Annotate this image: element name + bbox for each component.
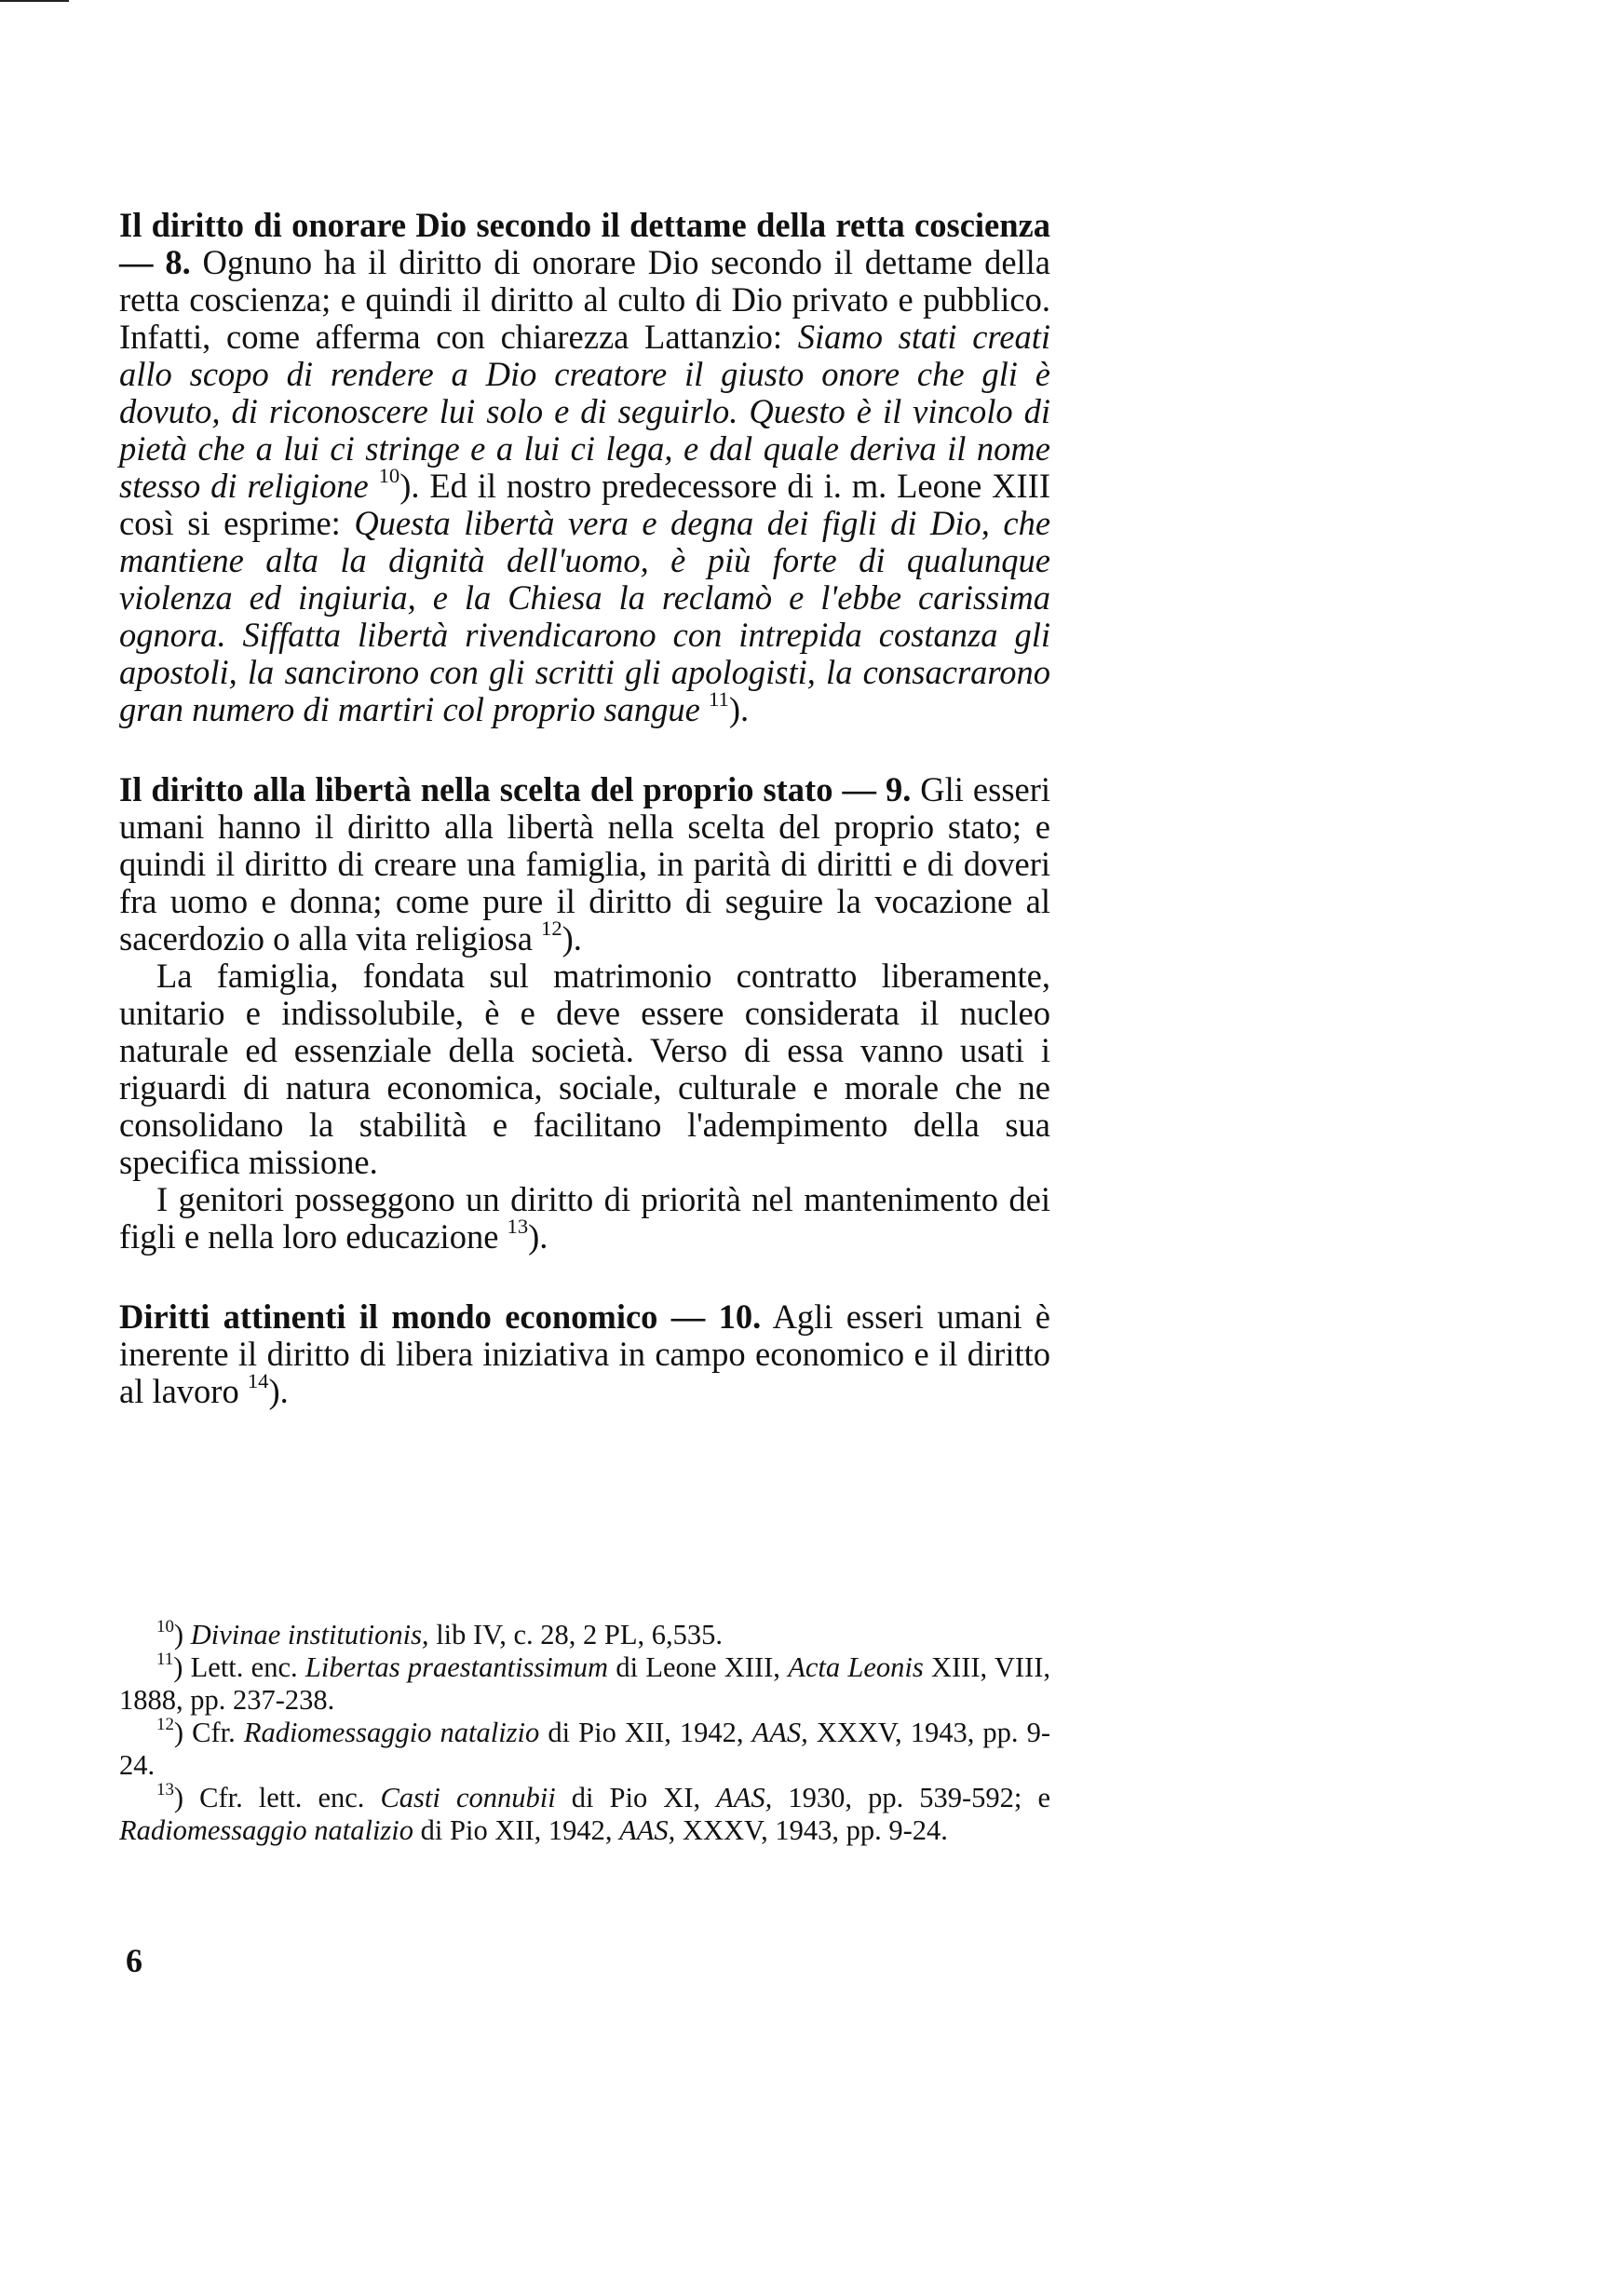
- footnote-title: Radiomessaggio natalizio: [243, 1717, 540, 1748]
- footnote-ref: 12: [541, 917, 562, 941]
- footnote-13: [119, 1779, 1050, 1847]
- footnote-11: [119, 1651, 1050, 1717]
- footnote-text: ) Cfr.: [173, 1717, 244, 1748]
- footnote-ref: 11: [709, 687, 729, 712]
- footnote-text: ): [173, 1619, 191, 1650]
- section-number: 10.: [718, 1297, 762, 1336]
- section-number: 8.: [165, 243, 191, 281]
- quote-leo-xiii: Questa libertà vera e degna dei figli di Dio, che mantiene alta la dignità dell'uomo, è più forte di qualunque violenza ed ingiuria, e la Chiesa la reclamò e l'ebbe carissima ognora. Siffatta libertà rivendicarono con intrepida costanza gli apostoli, la sancirono con gli scritti gli apologisti, la consacrarono gran numero di martiri col proprio sangue: [119, 504, 1051, 728]
- footnote-title: AAS,: [716, 1782, 773, 1813]
- footnote-title: AAS,: [619, 1814, 676, 1846]
- footnote-text: di Pio XII, 1942,: [413, 1814, 620, 1846]
- footnote-text: 1930, pp. 539-592; e: [772, 1782, 1050, 1813]
- paragraph-parents: [119, 1181, 1050, 1256]
- paragraph-text: ).: [728, 690, 750, 728]
- heading-dash: —: [670, 1297, 706, 1336]
- paragraph-text: ). Ed il nostro predecessore di i. m. Leone XIII così si esprime:: [119, 467, 1050, 542]
- footnote-mark: 13: [156, 1779, 174, 1799]
- footnote-text: lib IV, c. 28, 2 PL, 6,535.: [428, 1619, 724, 1650]
- heading-dash: —: [842, 770, 876, 808]
- section-heading: Diritti attinenti il mondo economico: [119, 1297, 658, 1336]
- section-paragraph: [119, 1298, 1050, 1410]
- paragraph-text: Ognuno ha il diritto di onorare Dio secondo il dettame della retta coscienza; e quindi il diritto al culto di Dio privato e pubblico. Infatti, come afferma con chiarezza Lattanzio:: [119, 243, 1051, 356]
- footnote-text: ) Cfr. lett. enc.: [173, 1782, 381, 1813]
- footnote-ref: 14: [247, 1369, 269, 1393]
- footnote-12: [119, 1714, 1050, 1782]
- footnote-ref: 10: [378, 464, 400, 488]
- footnote-text: ) Lett. enc.: [173, 1651, 305, 1683]
- paragraph-text: ).: [268, 1372, 289, 1410]
- paragraph-text: ).: [528, 1217, 548, 1256]
- footnotes: [119, 1616, 1050, 1847]
- scan-corner-mark: [0, 0, 69, 2]
- section-freedom-of-worship: [119, 207, 1050, 728]
- paragraph-text: I genitori posseggono un diritto di priorità nel mantenimento dei figli e nella loro educazione: [119, 1180, 1050, 1256]
- footnote-text: di Pio XI,: [555, 1782, 717, 1813]
- paragraph-text: Gli esseri umani hanno il diritto alla libertà nella scelta del proprio stato; e quindi il diritto di creare una famiglia, in parità di diritti e di doveri fra uomo e donna; come pure il diritto di seguire la vocazione al sacerdozio o alla vita religiosa: [119, 770, 1051, 957]
- footnote-mark: 11: [156, 1649, 174, 1669]
- heading-dash: —: [119, 243, 154, 281]
- paragraph-text: Agli esseri umani è inerente il diritto di libera iniziativa in campo economico e il diritto al lavoro: [119, 1297, 1050, 1410]
- section-economic-rights: [119, 1298, 1050, 1410]
- footnote-title: AAS,: [751, 1717, 808, 1748]
- footnote-ref: 13: [507, 1215, 529, 1239]
- footnote-text: di Pio XII, 1942,: [539, 1717, 752, 1748]
- quote-lactantius: Siamo stati creati allo scopo di rendere a Dio creatore il giusto onore che gli è dovuto, di riconoscere lui solo e di seguirlo. Questo è il vincolo di pietà che a lui ci stringe e a lui ci lega, e dal quale deriva il nome stesso di religione: [119, 318, 1051, 505]
- footnote-title: Divinae institutionis,: [190, 1619, 429, 1650]
- footnote-text: XIII, VIII, 1888, pp. 237-238.: [119, 1651, 1050, 1716]
- paragraph-text: ).: [562, 919, 582, 957]
- footnote-title: Casti connubii: [380, 1782, 556, 1813]
- section-heading: Il diritto alla libertà nella scelta del proprio stato: [119, 770, 833, 808]
- section-choice-of-state: [119, 771, 1050, 1256]
- section-heading: Il diritto di onorare Dio secondo il dettame della retta coscienza: [119, 206, 1050, 244]
- footnote-text: XXXV, 1943, pp. 9-24.: [119, 1717, 1050, 1781]
- footnote-10: [119, 1616, 1050, 1651]
- footnote-text: di Leone XIII,: [608, 1651, 789, 1683]
- section-paragraph: [119, 771, 1050, 957]
- footnote-title: Radiomessaggio natalizio: [119, 1814, 414, 1846]
- paragraph-family: La famiglia, fondata sul matrimonio contratto liberamente, unitario e indissolubile, è e deve essere considerata il nucleo naturale ed essenziale della società. Verso di essa vanno usati i riguardi di natura economica, sociale, culturale e morale che ne consolidano la stabilità e facilitano l'adempimento della sua specifica missione.: [119, 957, 1050, 1181]
- footnote-text: XXXV, 1943, pp. 9-24.: [675, 1814, 948, 1846]
- page-body: [119, 207, 1050, 1453]
- footnote-title: Acta Leonis: [788, 1651, 924, 1683]
- section-number: 9.: [885, 770, 912, 808]
- footnote-mark: 10: [156, 1616, 174, 1636]
- page-number: 6: [126, 1942, 142, 1979]
- footnote-title: Libertas praestantissimum: [304, 1651, 609, 1683]
- section-paragraph: [119, 207, 1050, 728]
- footnote-mark: 12: [156, 1714, 174, 1734]
